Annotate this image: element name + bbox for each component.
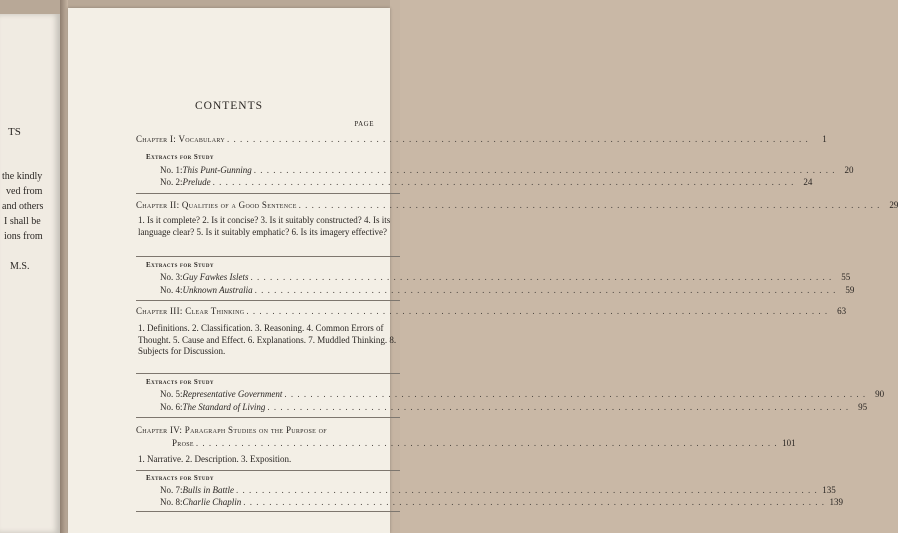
toc-entry-page: 90 <box>875 389 885 399</box>
contents-page <box>68 8 898 533</box>
left-page-line: the kindly <box>2 171 43 182</box>
left-page-line: and others <box>2 201 44 212</box>
toc-entry-extract-5 <box>160 389 885 399</box>
section-divider <box>136 417 400 418</box>
leader-dots <box>297 200 883 210</box>
left-page-line: ions from <box>4 231 43 242</box>
toc-entry-page: 95 <box>858 402 868 412</box>
leader-dots <box>194 438 780 448</box>
toc-entry-label: Chapter III: Clear Thinking <box>136 306 245 316</box>
toc-entry-label: Chapter II: Qualities of a Good Sentence <box>136 200 297 210</box>
toc-entry-page: 20 <box>844 165 854 175</box>
page-column-header: PAGE <box>354 120 374 128</box>
toc-entry-page: 101 <box>782 438 796 448</box>
chapter-2-description: 1. Is it complete? 2. Is it concise? 3. Is it suitably constructed? 4. Is its language clear? 5. Is it suitably emphatic? 6. Is its imagery effective? <box>138 215 391 237</box>
toc-entry-page: 59 <box>845 285 855 295</box>
page-title: CONTENTS <box>194 100 264 112</box>
toc-entry-title: Charlie Chaplin <box>182 497 242 507</box>
book-gutter <box>60 0 68 533</box>
section-divider <box>136 511 400 512</box>
toc-entry-chapter-3 <box>136 306 847 316</box>
toc-entry-page: 135 <box>822 485 836 495</box>
section-divider <box>136 193 400 194</box>
toc-entry-chapter-4-cont <box>172 438 796 448</box>
toc-entry-title: Bulls in Battle <box>182 485 234 495</box>
toc-entry-extract-4 <box>160 285 855 295</box>
toc-entry-page: 29 <box>889 200 898 210</box>
toc-entry-label: No. 4: <box>160 285 183 295</box>
extracts-heading: Extracts for Study <box>146 378 214 386</box>
toc-entry-page: 63 <box>837 306 847 316</box>
leader-dots <box>244 306 830 316</box>
leader-dots <box>252 165 838 175</box>
section-divider <box>136 373 400 374</box>
left-page-line: M.S. <box>10 261 30 272</box>
toc-entry-chapter-2 <box>136 200 898 210</box>
section-divider <box>136 256 400 257</box>
section-divider <box>136 470 400 471</box>
toc-entry-label: No. 7: <box>160 485 183 495</box>
toc-entry-extract-6 <box>160 402 868 412</box>
toc-entry-title: Representative Government <box>182 389 283 399</box>
toc-entry-page: 139 <box>829 497 844 507</box>
left-page-line: ved from <box>6 186 43 197</box>
leader-dots <box>282 389 868 399</box>
toc-entry-chapter-4 <box>136 425 404 435</box>
left-page-line: TS <box>8 126 21 138</box>
extracts-heading: Extracts for Study <box>146 261 214 269</box>
leader-dots <box>234 485 820 495</box>
chapter-3-description: 1. Definitions. 2. Classification. 3. Reasoning. 4. Common Errors of Thought. 5. Cause and Effect. 6. Explanations. 7. Muddled Thinking. 8. Subjects for Discussion. <box>138 323 397 356</box>
toc-entry-title: Unknown Australia <box>182 285 253 295</box>
toc-entry-label: No. 1: <box>160 165 183 175</box>
toc-entry-extract-2 <box>160 177 813 187</box>
left-page <box>0 14 60 533</box>
extracts-heading: Extracts for Study <box>146 474 214 482</box>
leader-dots <box>241 497 827 507</box>
leader-dots <box>248 272 834 282</box>
toc-entry-extract-3 <box>160 272 851 282</box>
toc-entry-page: 24 <box>803 177 813 187</box>
leader-dots <box>265 402 851 412</box>
toc-entry-title: The Standard of Living <box>182 402 266 412</box>
toc-entry-label: No. 3: <box>160 272 183 282</box>
toc-entry-label: No. 5: <box>160 389 183 399</box>
toc-entry-title: Prelude <box>182 177 211 187</box>
toc-entry-label: No. 2: <box>160 177 183 187</box>
toc-entry-page: 1 <box>822 134 827 144</box>
left-page-line: I shall be <box>4 216 41 227</box>
extracts-heading: Extracts for Study <box>146 153 214 161</box>
toc-entry-extract-7 <box>160 485 836 495</box>
leader-dots <box>211 177 797 187</box>
section-divider <box>136 300 400 301</box>
toc-entry-label: Chapter IV: Paragraph Studies on the Purpose of <box>136 425 327 435</box>
toc-entry-label: Prose <box>172 438 194 448</box>
leader-dots <box>253 285 839 295</box>
toc-entry-chapter-1 <box>136 134 827 144</box>
chapter-4-description: 1. Narrative. 2. Description. 3. Exposition. <box>138 454 292 464</box>
toc-entry-extract-8 <box>160 497 844 507</box>
toc-entry-label: No. 6: <box>160 402 183 412</box>
leader-dots <box>225 134 811 144</box>
toc-entry-title: This Punt-Gunning <box>182 165 252 175</box>
toc-entry-title: Guy Fawkes Islets <box>182 272 249 282</box>
toc-entry-label: No. 8: <box>160 497 183 507</box>
toc-entry-extract-1 <box>160 165 854 175</box>
toc-entry-page: 55 <box>841 272 851 282</box>
toc-entry-label: Chapter I: Vocabulary <box>136 134 225 144</box>
